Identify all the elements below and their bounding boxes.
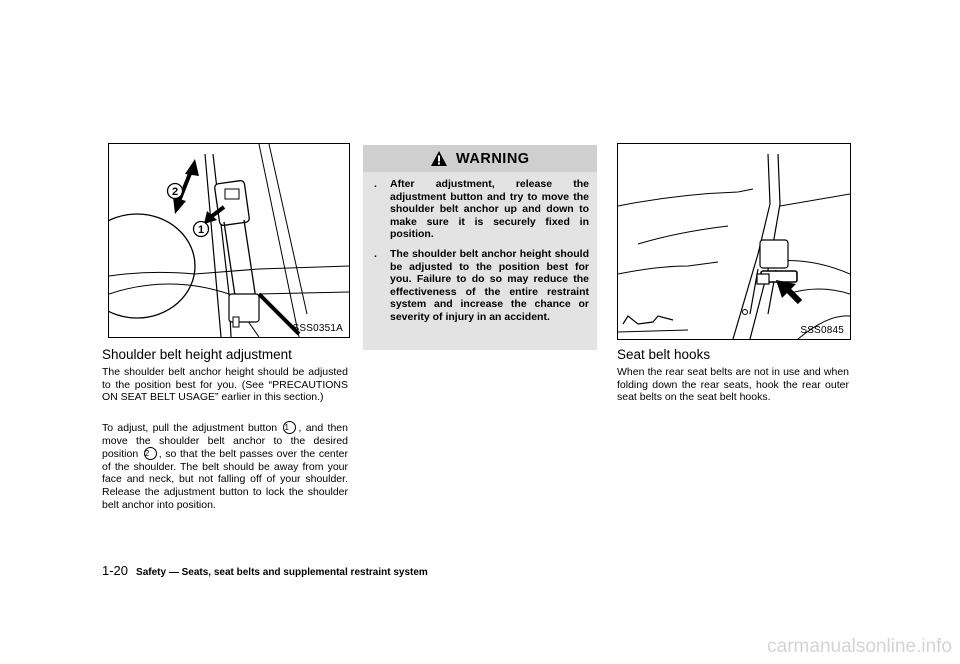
- warning-header: [363, 145, 597, 172]
- callout-2-label: 2: [171, 186, 179, 198]
- warning-box: [363, 145, 597, 350]
- paragraph-seat-belt-hooks: When the rear seat belts are not in use and when folding down the rear seats, hook the rear outer seat belts on the seat belt hooks.: [617, 366, 849, 404]
- bullet: .: [374, 178, 377, 190]
- section-heading-shoulder-belt: Shoulder belt height adjustment: [102, 347, 292, 362]
- warning-item-text: After adjustment, release the adjustment button and try to move the shoulder belt anchor up and down to make sure it is securely fixed in position.: [390, 178, 589, 241]
- figure-shoulder-belt: [108, 143, 350, 338]
- figure-code: SSS0351A: [292, 323, 343, 334]
- warning-item-text: The shoulder belt anchor height should be adjusted to the position best for you. Failure to do so may reduce the effectiveness of the entire restraint system and increase the chance or severity of injury in an accident.: [390, 247, 589, 323]
- section-heading-seat-belt-hooks: Seat belt hooks: [617, 347, 711, 362]
- figure-code: SSS0845: [800, 325, 844, 336]
- paragraph-adjust-steps: [102, 421, 348, 511]
- callout-1-label: 1: [197, 224, 205, 236]
- callout-ref-1: 1: [283, 421, 296, 434]
- page-number: 1-20: [102, 563, 129, 578]
- warning-title: WARNING: [456, 151, 530, 167]
- warning-list: [373, 178, 589, 331]
- illustration-seat-belt-hook: [618, 144, 850, 339]
- callout-ref-2: 2: [144, 447, 157, 460]
- adjust-steps-text-a: To adjust, pull the adjustment button: [102, 422, 278, 434]
- bullet: .: [374, 247, 377, 260]
- adjust-steps-text-b: , and then move the shoulder belt anchor to the desired position: [102, 422, 348, 461]
- illustration-shoulder-belt: [109, 144, 349, 337]
- adjust-steps-text-c: , so that the belt passes over the center of the shoulder. The belt should be away from your face and neck, but not falling off of your shoulder. Release the adjustment button to lock the shoulder belt anchor into position.: [102, 448, 349, 511]
- warning-item: [373, 248, 589, 324]
- page-footer: [102, 562, 428, 580]
- warning-item: [373, 178, 589, 241]
- warning-triangle-icon: [430, 150, 448, 167]
- figure-seat-belt-hooks: [617, 143, 851, 340]
- paragraph-belt-intro: The shoulder belt anchor height should be adjusted to the position best for you. (See “PRECAUTIONS ON SEAT BELT USAGE” earlier in this section.): [102, 366, 348, 404]
- watermark: carmanualsonline.info: [767, 636, 952, 657]
- footer-section-title: Safety — Seats, seat belts and supplemental restraint system: [136, 567, 428, 578]
